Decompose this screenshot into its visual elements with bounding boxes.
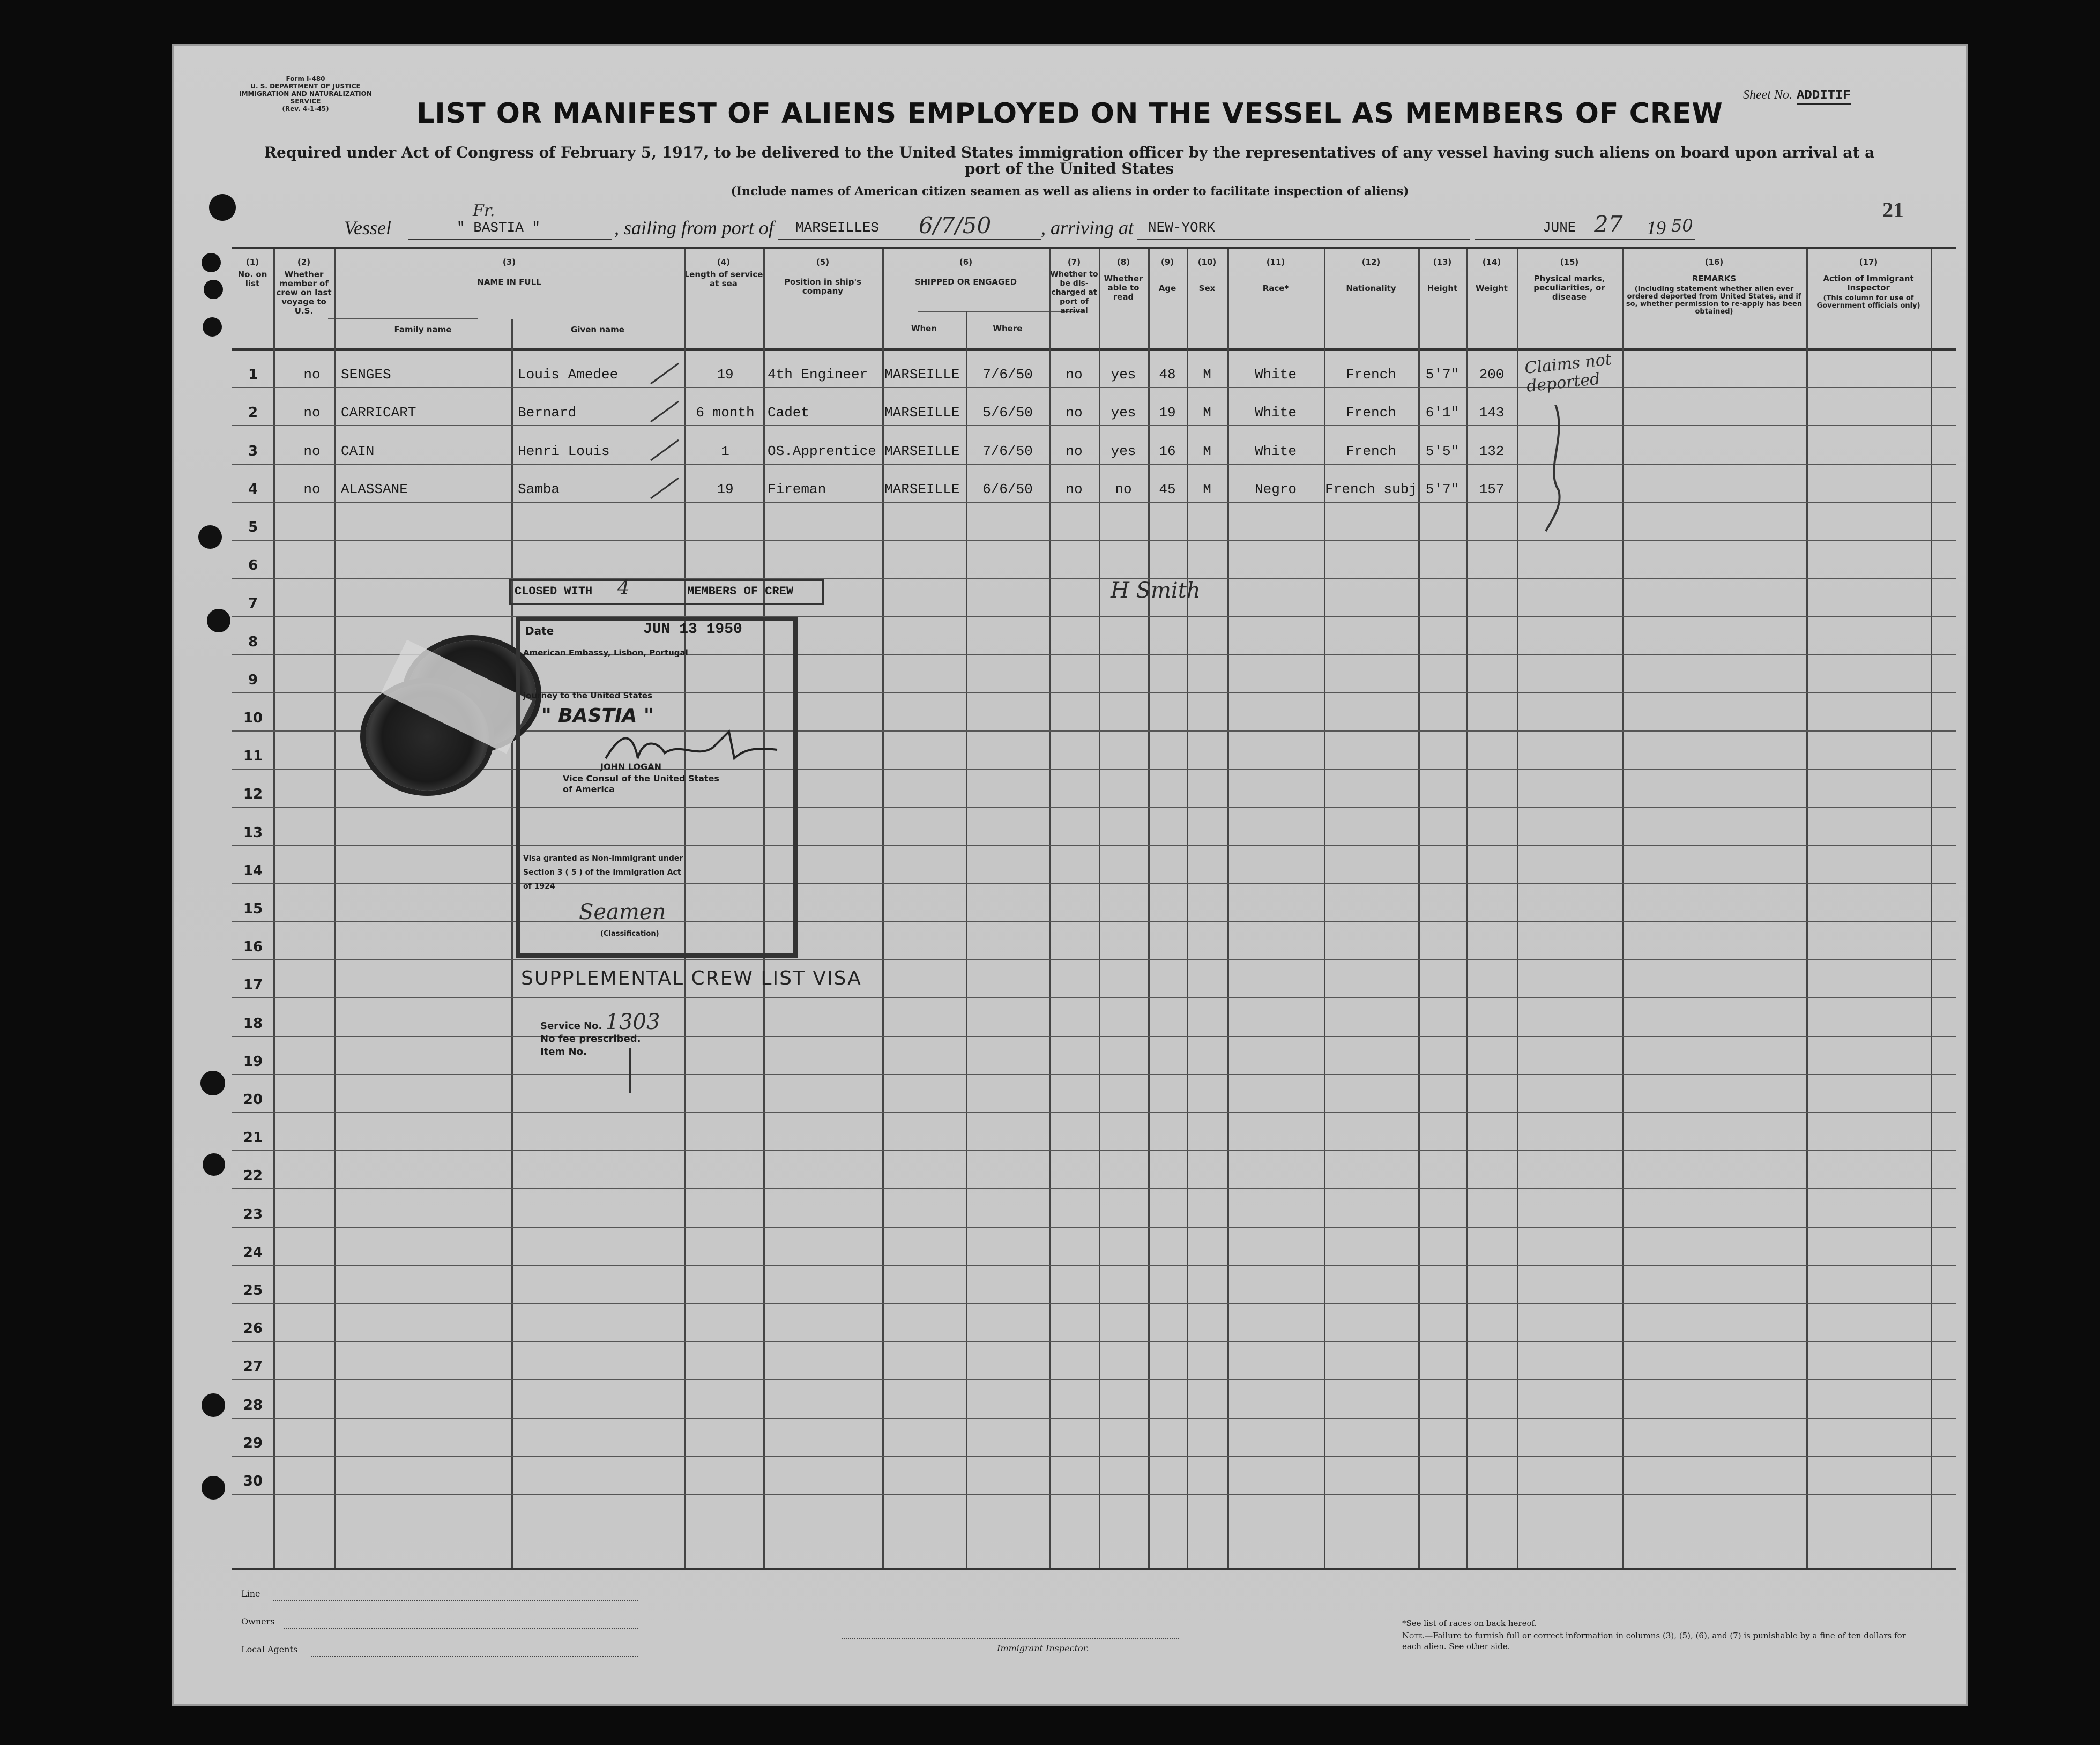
year-prefix: 19 <box>1647 217 1666 238</box>
column-rule <box>1517 249 1518 1568</box>
remarks-bracket <box>1539 405 1572 533</box>
punch-hole <box>203 1153 225 1176</box>
cell-prev: no <box>303 443 321 459</box>
row-number: 13 <box>243 824 263 841</box>
manifest-sheet <box>172 44 1968 1706</box>
col-header-1 <box>232 258 273 288</box>
col-label: Weight <box>1476 284 1508 293</box>
col-subheader: Where <box>993 324 1023 333</box>
header-bottom-rule <box>232 348 1956 351</box>
footer-agents-blank <box>311 1656 638 1657</box>
footer-agents-label: Local Agents <box>241 1644 298 1654</box>
row-rule <box>232 1303 1956 1304</box>
row-rule <box>232 921 1956 922</box>
sailing-label: , sailing from port of <box>614 217 774 238</box>
cell-read: yes <box>1111 367 1136 383</box>
footer-races-note: *See list of races on back hereof. <box>1402 1619 1537 1628</box>
col-note: (Including statement whether alien ever ordered deported from United States, and if so, whether permission to re-apply has been obtained) <box>1626 285 1803 316</box>
col-header-12 <box>1324 258 1418 293</box>
col-num: (17) <box>1859 257 1878 267</box>
row-rule <box>232 845 1956 846</box>
col-num: (3) <box>502 257 516 267</box>
row-rule <box>232 425 1956 426</box>
cell-sex: M <box>1203 405 1211 421</box>
visa-journey: journey to the United States <box>523 691 652 700</box>
visa-date-label: Date <box>525 624 554 637</box>
col-num: (7) <box>1067 257 1081 267</box>
col-num: (16) <box>1704 257 1724 267</box>
consul-title: Vice Consul of the United States of America <box>563 773 719 794</box>
row-rule <box>232 1188 1956 1189</box>
col-num: (12) <box>1361 257 1381 267</box>
col-label: No. on list <box>237 270 267 288</box>
row-rule <box>232 1112 1956 1113</box>
row-number: 2 <box>248 405 258 421</box>
cell-given: Louis Amedee <box>518 367 619 383</box>
row-number: 6 <box>248 557 258 574</box>
col-header-6 <box>882 258 1049 287</box>
closed-with-stamp <box>509 579 824 605</box>
vessel-prefix: Fr. <box>473 202 495 220</box>
cell-given: Bernard <box>518 405 577 421</box>
row-number: 30 <box>243 1473 263 1489</box>
cell-family: ALASSANE <box>341 481 408 497</box>
row-number: 3 <box>248 443 258 459</box>
col-num: (14) <box>1482 257 1501 267</box>
service-stamp <box>540 1010 660 1058</box>
col-num: (6) <box>959 257 973 267</box>
cell-weight: 143 <box>1479 405 1505 421</box>
col-label: Sex <box>1198 284 1216 293</box>
closed-with-prefix: CLOSED WITH <box>515 585 593 598</box>
footer-note-label: Note. <box>1402 1631 1425 1640</box>
cell-discharged: no <box>1066 405 1083 421</box>
row-rule <box>232 1379 1956 1380</box>
cell-nationality: French <box>1346 405 1396 421</box>
cell-age: 16 <box>1159 443 1176 459</box>
crew-table <box>232 247 1956 1570</box>
cell-given: Henri Louis <box>518 443 610 459</box>
col-label: Length of service at sea <box>684 270 763 288</box>
cell-where: MARSEILLE <box>884 405 960 421</box>
cell-when: 5/6/50 <box>982 405 1033 421</box>
col-label: Age <box>1158 284 1176 293</box>
row-rule <box>232 883 1956 884</box>
cell-prev: no <box>303 481 321 497</box>
visa-classification-label: (Classification) <box>600 930 659 938</box>
row-rule <box>232 387 1956 388</box>
sailing-date: 6/7/50 <box>919 212 992 238</box>
col-header-14 <box>1466 258 1517 293</box>
service-fee: No fee prescribed. <box>540 1033 641 1045</box>
col-label: Height <box>1427 284 1458 293</box>
row-rule <box>232 1456 1956 1457</box>
cell-when: 7/6/50 <box>982 443 1033 459</box>
punch-hole <box>204 280 223 299</box>
footer-inspector-blank <box>842 1638 1179 1639</box>
cell-weight: 132 <box>1479 443 1505 459</box>
visa-classification: Seamen <box>579 900 666 924</box>
col-note: (This column for use of Government officials only) <box>1816 294 1920 310</box>
col-header-8 <box>1099 258 1148 302</box>
row-number: 17 <box>243 977 263 994</box>
visa-date: JUN 13 1950 <box>643 621 742 638</box>
cell-family: CAIN <box>341 443 375 459</box>
row-number: 27 <box>243 1359 263 1375</box>
column-rule <box>273 249 275 1568</box>
cell-height: 6'1" <box>1425 405 1459 421</box>
column-rule <box>882 249 884 1568</box>
col-label: Race* <box>1262 284 1289 293</box>
service-stroke <box>629 1048 631 1093</box>
closed-with-count: 4 <box>617 577 630 599</box>
vessel-underline <box>408 239 612 240</box>
column-rule <box>1806 249 1808 1568</box>
cell-height: 5'7" <box>1425 481 1459 497</box>
col-header-11 <box>1227 258 1324 293</box>
form-id-line: Form I-480 <box>286 75 325 83</box>
closed-with-suffix: MEMBERS OF CREW <box>687 585 794 598</box>
row-number: 28 <box>243 1397 263 1413</box>
col-num: (4) <box>717 257 731 267</box>
cell-discharged: no <box>1066 443 1083 459</box>
punch-hole <box>202 1393 225 1417</box>
footer-owners-label: Owners <box>241 1616 275 1627</box>
col-header-5 <box>763 258 882 296</box>
col-header-4 <box>684 258 763 288</box>
column-rule <box>334 249 336 1568</box>
col-label: Nationality <box>1346 284 1396 293</box>
vessel-label: Vessel <box>344 217 391 238</box>
col-label: Physical marks, peculiarities, or disease <box>1533 274 1605 302</box>
cell-prev: no <box>303 405 321 421</box>
arrival-day: 27 <box>1594 211 1623 237</box>
page-subnote: (Include names of American citizen seamen as well as aliens in order to facilitate inspection of aliens) <box>731 184 1409 198</box>
col-label: SHIPPED OR ENGAGED <box>914 277 1017 287</box>
cell-read: no <box>1115 481 1132 497</box>
row-number: 29 <box>243 1435 263 1451</box>
cell-weight: 157 <box>1479 481 1505 497</box>
cell-age: 48 <box>1159 367 1176 383</box>
cell-service: 6 month <box>696 405 755 421</box>
footer-inspector-label: Immigrant Inspector. <box>997 1643 1089 1653</box>
cell-race: White <box>1254 443 1297 459</box>
punch-hole <box>209 194 236 221</box>
port-underline <box>778 239 1041 240</box>
row-number: 5 <box>248 519 258 535</box>
row-number: 23 <box>243 1206 263 1222</box>
cell-when: 7/6/50 <box>982 367 1033 383</box>
row-number: 22 <box>243 1168 263 1184</box>
cell-age: 19 <box>1159 405 1176 421</box>
footer-owners-blank <box>284 1628 638 1629</box>
cell-weight: 200 <box>1479 367 1505 383</box>
form-id-line: IMMIGRATION AND NATURALIZATION SERVICE <box>239 90 372 105</box>
row-number: 18 <box>243 1015 263 1032</box>
col-header-17 <box>1806 258 1931 310</box>
row-number: 7 <box>248 595 258 612</box>
footer-line-blank <box>273 1600 638 1601</box>
row-number: 1 <box>248 367 258 383</box>
row-rule <box>232 1074 1956 1075</box>
arrival-underline <box>1137 239 1470 240</box>
col-label: Whether to be dis- charged at port of arrival <box>1050 270 1098 315</box>
row-rule <box>232 807 1956 808</box>
header-divider <box>328 318 478 319</box>
cell-sex: M <box>1203 481 1211 497</box>
col-header-16 <box>1622 258 1806 316</box>
cell-where: MARSEILLE <box>884 481 960 497</box>
cell-read: yes <box>1111 405 1136 421</box>
col-header-10 <box>1187 258 1227 293</box>
visa-vessel: " BASTIA " <box>541 705 654 727</box>
col-header-15 <box>1517 258 1622 302</box>
col-label: Whether able to read <box>1104 274 1143 302</box>
col-label: Action of Immigrant Inspector <box>1823 274 1914 293</box>
col-num: (13) <box>1433 257 1452 267</box>
footer-note-text: —Failure to furnish full or correct information in columns (3), (5), (6), and (7) is punishable by a fine of ten dollars for each alien. See other side. <box>1402 1631 1906 1651</box>
cell-prev: no <box>303 367 321 383</box>
row-number: 26 <box>243 1321 263 1337</box>
col-header-7 <box>1049 258 1099 316</box>
col-subheader: Family name <box>394 325 452 334</box>
cell-position: OS.Apprentice <box>768 443 876 459</box>
cell-read: yes <box>1111 443 1136 459</box>
remarks-handwriting: Claims not deported <box>1523 350 1613 396</box>
cell-family: CARRICART <box>341 405 416 421</box>
col-num: (11) <box>1266 257 1285 267</box>
row-number: 12 <box>243 786 263 803</box>
row-rule <box>232 769 1956 770</box>
cell-nationality: French subj <box>1325 481 1417 497</box>
check-mark <box>646 398 684 425</box>
row-rule <box>232 464 1956 465</box>
row-number: 25 <box>243 1282 263 1299</box>
cell-discharged: no <box>1066 367 1083 383</box>
punch-hole <box>202 1476 225 1500</box>
cell-service: 19 <box>717 367 734 383</box>
consul-name: JOHN LOGAN <box>600 762 662 772</box>
cell-nationality: French <box>1346 443 1396 459</box>
row-rule <box>232 578 1956 579</box>
page-number: 21 <box>1882 198 1904 222</box>
col-num: (15) <box>1560 257 1579 267</box>
date-underline <box>1475 239 1695 240</box>
punch-hole <box>198 525 222 549</box>
punch-hole <box>200 1071 225 1095</box>
cell-where: MARSEILLE <box>884 443 960 459</box>
year-value: 50 <box>1671 215 1693 236</box>
page-subtitle: Required under Act of Congress of February 5, 1917, to be delivered to the United States immigration officer by the representatives of any vessel having such aliens on board upon arrival at a port of the United States <box>264 144 1875 177</box>
cell-sex: M <box>1203 367 1211 383</box>
col-header-3 <box>334 258 684 287</box>
cell-discharged: no <box>1066 481 1083 497</box>
cell-race: White <box>1254 367 1297 383</box>
column-rule <box>511 319 513 1568</box>
col-label: REMARKS <box>1692 274 1737 284</box>
supplemental-visa-stamp: SUPPLEMENTAL CREW LIST VISA <box>521 967 862 989</box>
row-number: 24 <box>243 1244 263 1261</box>
vessel-name: " BASTIA " <box>457 220 541 236</box>
arrival-port: NEW-YORK <box>1148 220 1215 236</box>
cell-when: 6/6/50 <box>982 481 1033 497</box>
row-number: 10 <box>243 710 263 726</box>
row-rule <box>232 997 1956 998</box>
col-header-13 <box>1418 258 1466 293</box>
service-number: 1303 <box>605 1010 660 1034</box>
row-number: 4 <box>248 481 258 497</box>
punch-hole <box>203 317 222 337</box>
row-rule <box>232 1150 1956 1151</box>
column-rule <box>1931 249 1932 1568</box>
col-label: NAME IN FULL <box>477 277 541 287</box>
row-number: 8 <box>248 633 258 650</box>
cell-family: SENGES <box>341 367 391 383</box>
row-rule <box>232 1227 1956 1228</box>
row-rule <box>232 616 1956 617</box>
page-title: LIST OR MANIFEST OF ALIENS EMPLOYED ON THE VESSEL AS MEMBERS OF CREW <box>416 98 1723 130</box>
sailing-port: MARSEILLES <box>795 220 880 236</box>
row-rule <box>232 1265 1956 1266</box>
row-rule <box>232 1494 1956 1495</box>
row-number: 21 <box>243 1130 263 1146</box>
col-num: (2) <box>297 257 311 267</box>
service-item: Item No. <box>540 1046 587 1057</box>
cell-sex: M <box>1203 443 1211 459</box>
cell-position: Fireman <box>768 481 826 497</box>
col-subheader: Given name <box>571 325 624 334</box>
arrival-month: JUNE <box>1543 220 1576 236</box>
col-num: (9) <box>1160 257 1174 267</box>
form-id-line: (Rev. 4-1-45) <box>282 105 329 113</box>
cell-age: 45 <box>1159 481 1176 497</box>
row-rule <box>232 959 1956 960</box>
row-number: 20 <box>243 1092 263 1108</box>
row-number: 14 <box>243 862 263 879</box>
row-rule <box>232 1418 1956 1419</box>
footer-line-label: Line <box>241 1589 260 1599</box>
visa-granted: Visa granted as Non-immigrant under Section 3 ( 5 ) of the Immigration Act of 1924 <box>523 854 683 891</box>
cell-race: Negro <box>1254 481 1297 497</box>
service-label: Service No. <box>540 1020 602 1032</box>
check-mark <box>646 360 684 387</box>
cell-where: MARSEILLE <box>884 367 960 383</box>
sheet-value: ADDITIF <box>1797 88 1851 105</box>
col-header-9 <box>1148 258 1187 293</box>
punch-hole <box>202 253 221 272</box>
row-number: 11 <box>243 748 263 765</box>
cell-height: 5'7" <box>1425 367 1459 383</box>
cell-service: 1 <box>721 443 729 459</box>
cell-height: 5'5" <box>1425 443 1459 459</box>
row-number: 16 <box>243 939 263 956</box>
cell-nationality: French <box>1346 367 1396 383</box>
col-label: Whether member of crew on last voyage to U.S. <box>276 270 332 316</box>
col-header-2 <box>273 258 334 316</box>
col-label: Position in ship's company <box>784 277 861 296</box>
cell-given: Samba <box>518 481 560 497</box>
form-id-line: U. S. DEPARTMENT OF JUSTICE <box>250 83 361 90</box>
row-number: 19 <box>243 1053 263 1070</box>
check-mark <box>646 475 684 502</box>
col-num: (5) <box>816 257 830 267</box>
row-rule <box>232 540 1956 541</box>
col-num: (1) <box>245 257 259 267</box>
column-rule <box>1622 249 1624 1568</box>
visa-embassy: American Embassy, Lisbon, Portugal <box>523 648 688 658</box>
punch-hole <box>207 609 230 632</box>
sheet-label: Sheet No. <box>1743 88 1792 102</box>
read-handwriting: H Smith <box>1111 578 1201 603</box>
cell-race: White <box>1254 405 1297 421</box>
row-rule <box>232 1341 1956 1342</box>
col-num: (10) <box>1197 257 1217 267</box>
arriving-label: , arriving at <box>1041 217 1134 238</box>
visa-stamp <box>516 617 798 958</box>
cell-service: 19 <box>717 481 734 497</box>
cell-position: 4th Engineer <box>768 367 868 383</box>
col-subheader: When <box>911 324 937 333</box>
row-number: 9 <box>248 672 258 688</box>
col-num: (8) <box>1116 257 1130 267</box>
row-rule <box>232 1036 1956 1037</box>
check-mark <box>646 437 684 464</box>
footer-note <box>1402 1630 1917 1652</box>
row-number: 15 <box>243 901 263 917</box>
row-rule <box>232 502 1956 503</box>
cell-position: Cadet <box>768 405 810 421</box>
